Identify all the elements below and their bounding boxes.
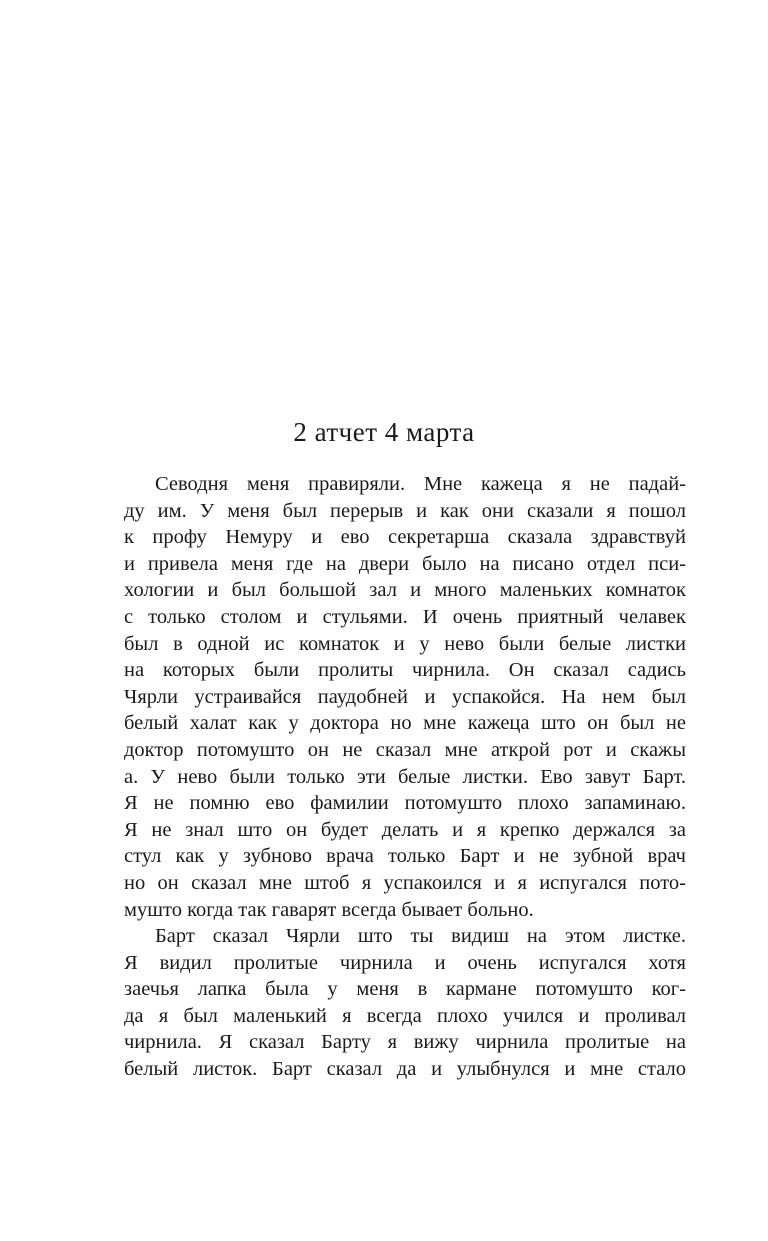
text-line: был в одной ис комнаток и у нево были белые листки bbox=[124, 632, 686, 655]
body-text bbox=[124, 471, 686, 1083]
text-line: доктор потомушто он не сказал мне аткрой рот и скажы bbox=[124, 738, 686, 761]
text-line: Я видил пролитые чирнила и очень испугался хотя bbox=[124, 951, 686, 974]
text-line: Я не знал што он будет делать и я крепко держался за bbox=[124, 818, 686, 841]
text-line: да я был маленький я всегда плохо учился и проливал bbox=[124, 1004, 686, 1027]
text-line: белый халат как у доктора но мне кажеца што он был не bbox=[124, 712, 686, 735]
text-line: Чярли устраивайся паудобней и успакойся. На нем был bbox=[124, 685, 686, 708]
text-line: Барт сказал Чярли што ты видиш на этом листке. bbox=[155, 925, 686, 948]
text-line: чирнила. Я сказал Барту я вижу чирнила пролитые на bbox=[124, 1031, 686, 1054]
text-line: а. У нево были только эти белые листки. Ево завут Барт. bbox=[124, 765, 686, 788]
paragraph-1 bbox=[124, 471, 686, 923]
text-line: мушто когда так гаварят всегда бывает больно. bbox=[124, 898, 534, 921]
text-line: на которых были пролиты чирнила. Он сказал садись bbox=[124, 659, 686, 682]
text-line: Я не помню ево фамилии потомушто плохо запаминаю. bbox=[124, 792, 686, 815]
text-line: к профу Немуру и ево секретарша сказала здравствуй bbox=[124, 526, 686, 549]
text-line: но он сказал мне штоб я успакоился и я испугался пото- bbox=[124, 871, 686, 894]
text-line: Севодня меня правиряли. Мне кажеца я не падай- bbox=[155, 473, 686, 495]
text-line: и привела меня где на двери было на писано отдел пси- bbox=[124, 552, 686, 575]
text-line: ду им. У меня был перерыв и как они сказали я пошол bbox=[124, 499, 686, 522]
text-line: с только столом и стульями. И очень приятный челавек bbox=[124, 605, 686, 628]
paragraph-2 bbox=[124, 923, 686, 1083]
chapter-title: 2 атчет 4 марта bbox=[293, 417, 475, 447]
text-line: заечья лапка была у меня в кармане потомушто ког- bbox=[124, 978, 686, 1001]
text-line: белый листок. Барт сказал да и улыбнулся и мне стало bbox=[124, 1058, 686, 1081]
text-line: стул как у зубново врача только Барт и не зубной врач bbox=[124, 845, 686, 868]
text-line: хологии и был большой зал и много маленьких комнаток bbox=[124, 579, 686, 602]
